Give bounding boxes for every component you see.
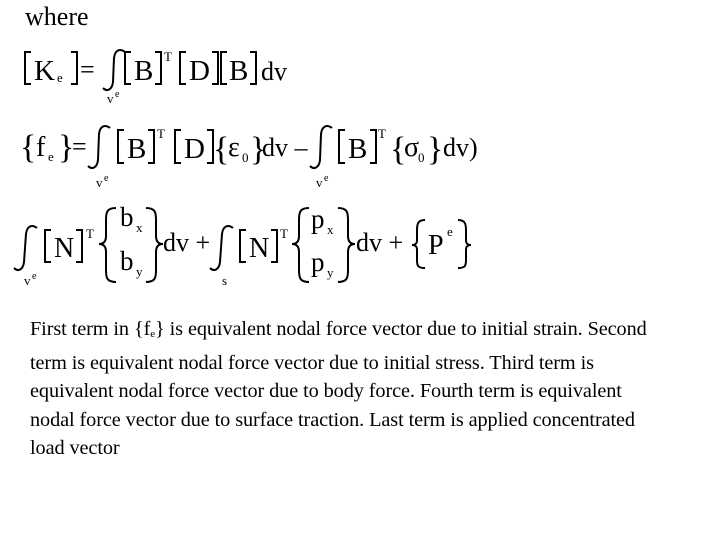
paragraph-part1: First term in {f	[30, 318, 151, 340]
eq2-sigma-sub: 0	[418, 150, 425, 165]
integral-sign	[14, 226, 37, 270]
eq3-bx-sub: x	[136, 220, 143, 235]
svg-text:{: {	[213, 131, 230, 168]
eq2-lhs-sub: e	[48, 149, 54, 164]
eq3-py-sub: y	[327, 265, 334, 280]
eq2-eps-sub: 0	[242, 150, 249, 165]
integral-sign	[210, 226, 233, 270]
eq3-t1: T	[86, 226, 94, 241]
eq3-n2: N	[249, 233, 270, 264]
bracket-right	[71, 52, 77, 84]
eq3-bx: b	[120, 202, 134, 232]
eq2-t2: T	[378, 126, 386, 141]
brace-open-medium	[412, 220, 425, 268]
eq2-dv-close: dv)	[443, 133, 478, 162]
equation-body-surface	[14, 202, 471, 288]
eq1-limit-sup: e	[115, 89, 120, 100]
eq3-n1: N	[54, 233, 75, 264]
eq2-lhs: f	[36, 132, 46, 163]
eq2-limit2-sup: e	[324, 173, 329, 184]
eq2-limit1-sup: e	[104, 173, 109, 184]
integral-sign	[103, 50, 125, 90]
brace-close-medium	[458, 220, 471, 268]
eq2-limit2: v	[316, 175, 323, 190]
eq1-dv: dv	[261, 57, 287, 86]
eq2-eps: ε	[228, 132, 240, 163]
explanation-paragraph	[30, 315, 670, 463]
brace-open-large	[99, 208, 116, 282]
eq3-limit2: s	[222, 273, 228, 288]
eq3-px-sub: x	[327, 222, 334, 237]
eq3-limit1: v	[24, 273, 31, 288]
equation-force	[20, 126, 478, 190]
eq2-b1: B	[127, 133, 147, 165]
eq3-by: b	[120, 246, 134, 276]
brace-close-large	[338, 208, 355, 282]
eq2-limit1: v	[96, 175, 103, 190]
brace-open-large	[292, 208, 309, 282]
svg-text:{: {	[390, 131, 407, 168]
eq2-b2: B	[348, 133, 368, 165]
eq3-p-sup: e	[447, 224, 453, 239]
paragraph-sub: e	[150, 328, 156, 340]
eq3-limit1-sup: e	[32, 271, 37, 282]
eq3-by-sub: y	[136, 264, 143, 279]
heading-where: where	[25, 2, 89, 31]
svg-text:}: }	[427, 131, 444, 168]
eq1-d: D	[189, 55, 210, 87]
eq1-b2: B	[229, 55, 249, 87]
paragraph-part2: } is equivalent nodal force vector due to initial strain. Second term is equivalent nodal force vector due to initial stress. Third term is equivalent nodal force vector due to body force. Fourth term is equivalent nodal force vector due to surface traction. Last term is applied concentrated load vector	[30, 318, 647, 460]
eq2-d: D	[184, 133, 205, 165]
eq1-lhs-sub: e	[57, 70, 63, 85]
svg-text:}: }	[250, 131, 267, 168]
eq2-t1: T	[157, 126, 165, 141]
eq1-t1: T	[164, 49, 172, 64]
eq1-b1: B	[134, 55, 154, 87]
eq3-dv-plus2: dv +	[356, 228, 404, 257]
brace-open: {	[20, 129, 37, 166]
bracket-left	[25, 52, 31, 84]
brace-close: }	[58, 129, 75, 166]
eq1-limit: v	[107, 91, 114, 106]
eq3-p: P	[428, 230, 444, 261]
eq3-dv-plus1: dv +	[163, 228, 211, 257]
eq1-lhs: K	[34, 55, 55, 87]
eq3-t2: T	[280, 226, 288, 241]
eq3-py: p	[311, 247, 325, 277]
eq3-px: p	[311, 204, 325, 234]
eq2-equals: =	[72, 132, 87, 161]
brace-close-large	[146, 208, 163, 282]
eq1-equals: =	[80, 55, 95, 84]
equation-stiffness	[25, 49, 287, 106]
eq2-sigma: σ	[404, 132, 420, 163]
integral-sign	[88, 126, 110, 168]
eq2-dv-minus: dv –	[262, 133, 308, 162]
integral-sign	[310, 126, 332, 168]
